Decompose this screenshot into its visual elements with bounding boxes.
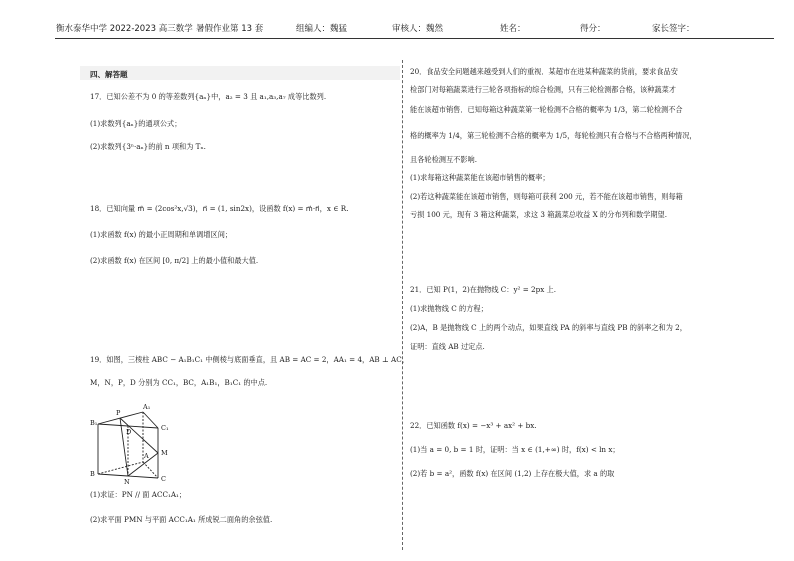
q19-part1: (1)求证：PN // 面 ACC₁A₁； bbox=[90, 490, 187, 499]
q22-part1: (1)当 a = 0, b = 1 时，证明：当 x ∈ (1,+∞) 时，f(x) < ln x； bbox=[410, 445, 620, 454]
label-P: P bbox=[116, 409, 121, 417]
q19-stem-line1: 19．如图，三棱柱 ABC − A₁B₁C₁ 中侧棱与底面垂直，且 AB = AC = 2，AA₁ = 4，AB ⊥ AC， bbox=[90, 355, 409, 364]
header-name-label: 姓名： bbox=[500, 24, 526, 34]
header-rule bbox=[55, 38, 774, 39]
q21-part2-line2: 证明：直线 AB 过定点. bbox=[410, 342, 485, 351]
label-M: M bbox=[161, 449, 168, 457]
header-assignment: 暑假作业第 13 套 bbox=[196, 24, 264, 34]
q20-line4: 格的概率为 1/4，第三轮检测不合格的概率为 1/5，每轮检测只有合格与不合格两种情况， bbox=[410, 131, 697, 140]
q21-stem: 21．已知 P(1，2)在抛物线 C：y² = 2px 上. bbox=[410, 285, 557, 294]
label-C: C bbox=[161, 475, 166, 483]
section-title: 四、解答题 bbox=[90, 70, 128, 79]
q20-line3: 能在该超市销售．已知每箱这种蔬菜第一轮检测不合格的概率为 1/3，第二轮检测不合 bbox=[410, 105, 683, 114]
label-B1: B₁ bbox=[90, 419, 98, 427]
q20-part1: (1)求每箱这种蔬菜能在该超市销售的概率； bbox=[410, 173, 550, 182]
q20-line2: 检部门对每箱蔬菜进行三轮各项指标的综合检测，只有三轮检测都合格，该种蔬菜才 bbox=[410, 85, 676, 94]
header-reviewer: 审核人：魏然 bbox=[392, 24, 444, 34]
q22-stem: 22．已知函数 f(x) = −x³ + ax² + bx. bbox=[410, 421, 537, 430]
section-shade bbox=[80, 66, 400, 80]
column-divider bbox=[402, 60, 403, 550]
label-D: D bbox=[126, 428, 132, 436]
q18-part2: (2)求函数 f(x) 在区间 [0, π/2] 上的最小值和最大值. bbox=[90, 256, 259, 265]
q20-line5: 且各轮检测互不影响. bbox=[410, 155, 477, 164]
label-B: B bbox=[90, 470, 95, 478]
q21-part1: (1)求抛物线 C 的方程； bbox=[410, 304, 488, 313]
label-C1: C₁ bbox=[161, 424, 169, 432]
header-school: 衡水泰华中学 2022-2023 高三数学 bbox=[56, 24, 193, 34]
q19-part2: (2)求平面 PMN 与平面 ACC₁A₁ 所成锐二面角的余弦值. bbox=[90, 515, 273, 524]
prism-figure bbox=[88, 400, 178, 485]
q17-stem: 17．已知公差不为 0 的等差数列{aₙ}中，a₂ = 3 且 a₁,a₃,a₇ 成等比数列. bbox=[90, 92, 327, 101]
q17-part1: (1)求数列{aₙ}的通项公式； bbox=[90, 119, 182, 128]
label-N: N bbox=[124, 478, 130, 485]
q20-part2-line1: (2)若这种蔬菜能在该超市销售，则每箱可获利 200 元，若不能在该超市销售，则每箱 bbox=[410, 192, 683, 201]
q18-stem: 18．已知向量 m⃗ = (2cos²x,√3)，n⃗ = (1, sin2x)，设函数 f(x) = m⃗·n⃗，x ∈ R. bbox=[90, 204, 349, 213]
q19-stem-line2: M，N，P，D 分别为 CC₁，BC，A₁B₁，B₁C₁ 的中点. bbox=[90, 378, 268, 387]
label-A1: A₁ bbox=[143, 403, 151, 411]
q22-part2: (2)若 b = a²，函数 f(x) 在区间 (1,2) 上存在极大值，求 a 的取 bbox=[410, 469, 615, 478]
q17-part2: (2)求数列{3ⁿ·aₙ}的前 n 项和为 Tₙ. bbox=[90, 142, 206, 151]
q21-part2-line1: (2)A，B 是抛物线 C 上的两个动点，如果直线 PA 的斜率与直线 PB 的斜率之和为 2， bbox=[410, 323, 687, 332]
q20-part2-line2: 亏损 100 元，现有 3 箱这种蔬菜，求这 3 箱蔬菜总收益 X 的分布列和数学期望. bbox=[410, 210, 667, 219]
q20-line1: 20．食品安全问题越来越受到人们的重视．某超市在进某种蔬菜的货前，要求食品安 bbox=[410, 67, 678, 76]
header-score-label: 得分： bbox=[580, 24, 606, 34]
header-editor: 组编人：魏猛 bbox=[296, 24, 348, 34]
header-parent-label: 家长签字： bbox=[652, 24, 695, 34]
label-A: A bbox=[144, 452, 149, 460]
q18-part1: (1)求函数 f(x) 的最小正周期和单调增区间； bbox=[90, 230, 233, 239]
